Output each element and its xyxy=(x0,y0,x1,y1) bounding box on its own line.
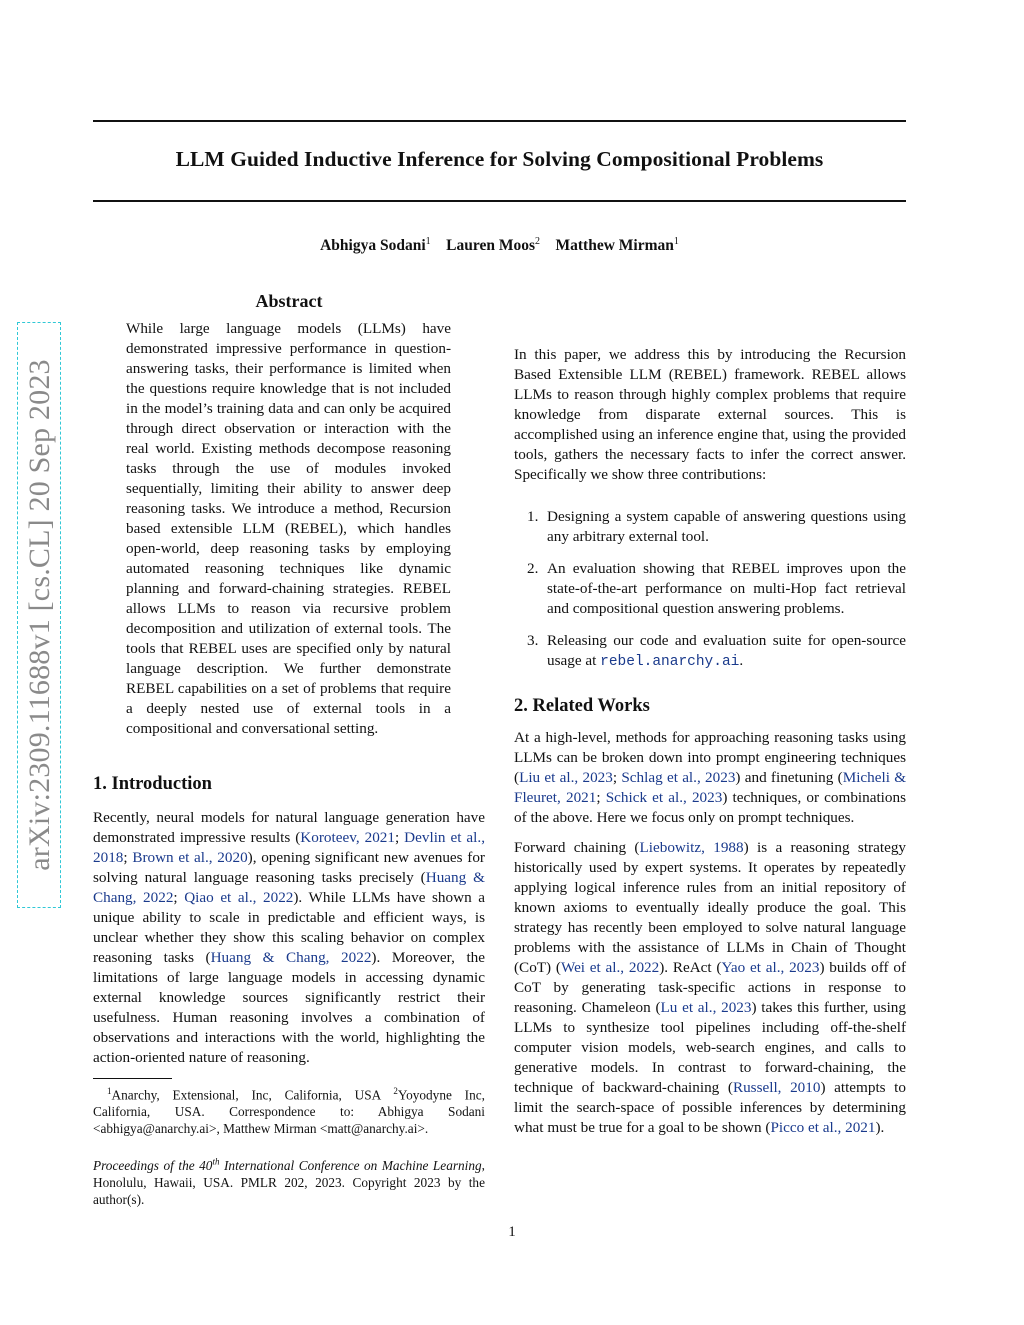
right-column-body xyxy=(514,345,906,1138)
citation-link[interactable]: Huang & Chang, 2022 xyxy=(210,949,372,966)
section-heading-introduction: 1. Introduction xyxy=(93,774,212,794)
list-item: 2. An evaluation showing that REBEL improves upon the state-of-the-art performance on multi-Hop fact retrieval and compositional question answering problems. xyxy=(527,560,906,617)
page-number: 1 xyxy=(508,1224,516,1240)
author-affiliation: 1 xyxy=(425,236,431,247)
intro-paragraph: In this paper, we address this by introducing the Recursion Based Extensible LLM (REBEL) framework. REBEL allows LLMs to reason through highly complex problems that require knowledge from disparate external sources. This is accomplished using an inference engine that, using the provided tools, gathers the necessary facts to infer the correct answer. Specifically we show three contributions: xyxy=(514,346,906,483)
arxiv-stamp: arXiv:2309.11688v1 [cs.CL] 20 Sep 2023 xyxy=(23,359,56,871)
author-affiliation: 2 xyxy=(535,236,541,247)
footnote-rule xyxy=(93,1078,172,1079)
code-url-link[interactable]: rebel.anarchy.ai xyxy=(600,654,740,670)
citation-link[interactable]: Yao et al., 2023 xyxy=(721,959,820,976)
related-paragraph: At a high-level, methods for approaching reasoning tasks using LLMs can be broken down into prompt engineering techniques (Liu et al., 2023; Schlag et al., 2023) and finetuning (Micheli & Fleuret, 2021; Schick et al., 2023) techniques, or combinations of the above. Here we focus only on prompt techniques. xyxy=(514,729,907,826)
paper-title: LLM Guided Inductive Inference for Solving Compositional Problems xyxy=(175,147,824,171)
title-bottom-rule xyxy=(93,200,906,202)
citation-link[interactable]: Koroteev, 2021 xyxy=(300,829,395,846)
citation-link[interactable]: Schick et al., 2023 xyxy=(605,789,723,806)
affiliation-footnote: $^1$Anarchy, Extensional, Inc, California, USA $^2$Yoyodyne Inc, California, USA. Correspondence to: Abhigya Sodani <abhigya@anarchy.ai>, Matthew Mirman <matt@anarchy.ai>. xyxy=(93,1086,485,1137)
list-item: 1. Designing a system capable of answering questions using any arbitrary external tool. xyxy=(527,508,906,545)
left-column xyxy=(93,291,485,1068)
abstract-heading: Abstract xyxy=(255,291,323,311)
list-item: 3. Releasing our code and evaluation suite for open-source usage at rebel.anarchy.ai. xyxy=(527,632,906,670)
citation-link[interactable]: Qiao et al., 2022 xyxy=(184,889,294,906)
related-paragraph: Forward chaining (Liebowitz, 1988) is a reasoning strategy historically used by expert systems. It operates by repeatedly applying logical inference rules from an initial repository of known axioms to eventually ideally produce the goal. This strategy has recently been employed to solve natural language problems with the assistance of LLMs in Chain of Thought (CoT) (Wei et al., 2022). ReAct (Yao et al., 2023) builds off of CoT by generating task-specific actions in response to reasoning. Chameleon (Lu et al., 2023) takes this further, using LLMs to synthesize tool pipelines including off-the-shelf computer vision models, web-search engines, and calls to generative models. In contrast to forward-chaining, the technique of backward-chaining (Russell, 2010) attempts to limit the search-space of possible inferences by determining what must be true for a goal to be shown (Picco et al., 2021). xyxy=(514,839,907,1136)
proceedings-footnote: Proceedings of the 40th International Conference on Machine Learning, Honolulu, Hawaii, USA. PMLR 202, 2023. Copyright 2023 by the author(s). xyxy=(93,1156,485,1207)
author-name: Matthew Mirman xyxy=(555,237,674,255)
intro-paragraph: Recently, neural models for natural language generation have demonstrated impressive results (Koroteev, 2021; Devlin et al., 2018; Brown et al., 2020), opening significant new avenues for solving natural language reasoning tasks precisely (Huang & Chang, 2022; Qiao et al., 2022). While LLMs have shown a unique ability to scale in predictable and efficient ways, is unclear whether they show this scaling behavior on complex reasoning tasks (Huang & Chang, 2022). Moreover, the limitations of large language models in accessing dynamic external knowledge sources significantly restrict their usefulness. Human reasoning involves a combination of observations and interactions with the world, highlighting the action-oriented nature of reasoning. xyxy=(93,809,485,1066)
citation-link[interactable]: Brown et al., 2020 xyxy=(132,849,248,866)
title-top-rule xyxy=(93,120,906,122)
author-name: Abhigya Sodani xyxy=(320,237,426,255)
citation-link[interactable]: Lu et al., 2023 xyxy=(660,999,752,1016)
footnotes xyxy=(93,1078,485,1208)
author-name: Lauren Moos xyxy=(446,237,536,255)
citation-link[interactable]: Devlin et al., 2018 xyxy=(93,829,485,866)
citation-link[interactable]: Liu et al., 2023 xyxy=(519,769,613,786)
citation-link[interactable]: Schlag et al., 2023 xyxy=(621,769,736,786)
citation-link[interactable]: Russell, 2010 xyxy=(732,1079,821,1096)
citation-link[interactable]: Huang & Chang, 2022 xyxy=(93,869,485,906)
citation-link[interactable]: Micheli & Fleuret, 2021 xyxy=(514,769,907,806)
abstract-text: While large language models (LLMs) have demonstrated impressive performance in question-answering tasks, their performance is limited when the questions require knowledge that is not included in the model’s training data and can only be acquired through direct observation or interaction with the real world. Existing methods decompose reasoning tasks through the use of modules invoked sequentially, limiting their ability to answer deep reasoning tasks. We introduce a method, Recursion based extensible LLM (REBEL), which handles open-world, deep reasoning tasks by employing automated reasoning techniques like dynamic planning and forward-chaining strategies. REBEL allows LLMs to reason via recursive problem decomposition and utilization of external tools. The tools that REBEL uses are specified only by natural language description. We further demonstrate REBEL capabilities on a set of problems that require a deeply nested use of external tools in a compositional and conversational setting. xyxy=(126,320,451,737)
author-list xyxy=(93,236,906,255)
citation-link[interactable]: Picco et al., 2021 xyxy=(770,1119,876,1136)
citation-link[interactable]: Liebowitz, 1988 xyxy=(639,839,744,856)
citation-link[interactable]: Wei et al., 2022 xyxy=(560,959,660,976)
section-heading-related-works: 2. Related Works xyxy=(514,696,650,716)
author-affiliation: 1 xyxy=(673,236,679,247)
contribution-list xyxy=(514,507,906,672)
